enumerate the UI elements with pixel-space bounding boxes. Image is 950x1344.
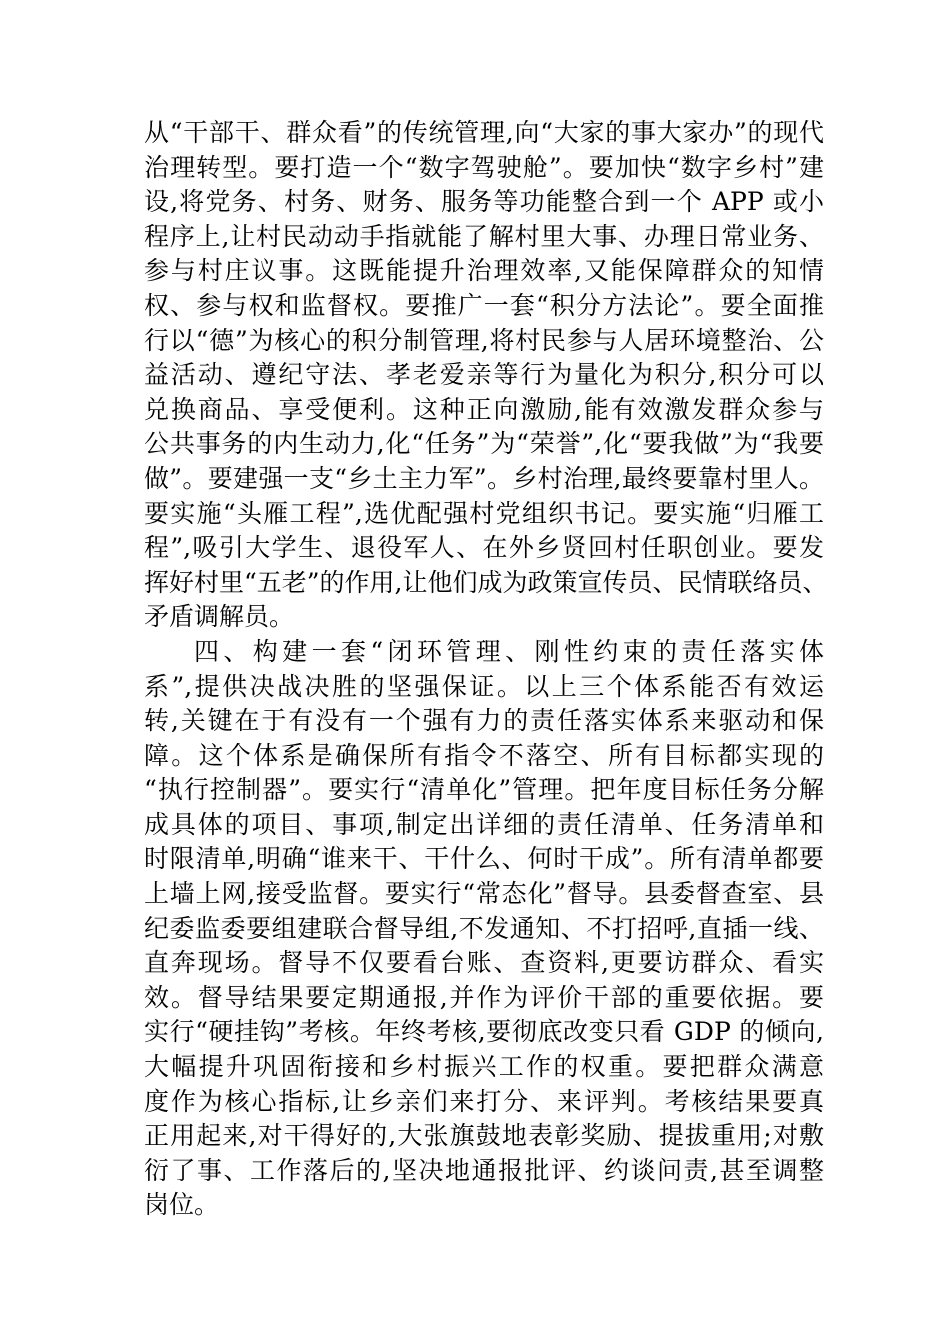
text-line: 行以“德”为核心的积分制管理,将村民参与人居环境整治、公 [144,325,824,355]
text-line: 时限清单,明确“谁来干、干什么、何时干成”。所有清单都要 [144,844,824,874]
text-line: “执行控制器”。要实行“清单化”管理。把年度目标任务分解 [144,775,824,805]
text-line: 要实施“头雁工程”,选优配强村党组织书记。要实施“归雁工 [144,498,824,528]
text-line: 程”,吸引大学生、退役军人、在外乡贤回村任职创业。要发 [144,533,824,563]
text-line: 直奔现场。督导不仅要看台账、查资料,更要访群众、看实 [144,948,824,978]
text-line: 权、参与权和监督权。要推广一套“积分方法论”。要全面推 [144,290,824,320]
text-line: 设,将党务、村务、财务、服务等功能整合到一个 APP 或小 [144,187,824,217]
body-text [144,116,828,1223]
text-line: 益活动、遵纪守法、孝老爱亲等行为量化为积分,积分可以 [144,360,824,390]
text-line: 障。这个体系是确保所有指令不落空、所有目标都实现的 [144,740,824,770]
text-line: 挥好村里“五老”的作用,让他们成为政策宣传员、民情联络员、 [144,567,828,597]
text-line: 从“干部干、群众看”的传统管理,向“大家的事大家办”的现代 [144,118,824,147]
text-line: 兑换商品、享受便利。这种正向激励,能有效激发群众参与 [144,394,824,424]
text-line: 成具体的项目、事项,制定出详细的责任清单、任务清单和 [144,809,824,839]
text-line: 治理转型。要打造一个“数字驾驶舱”。要加快“数字乡村”建 [144,152,824,182]
text-line: 公共事务的内生动力,化“任务”为“荣誉”,化“要我做”为“我要 [144,429,824,459]
text-line: 衍了事、工作落后的,坚决地通报批评、约谈问责,甚至调整 [144,1155,824,1185]
text-line: 做”。要建强一支“乡土主力军”。乡村治理,最终要靠村里人。 [144,463,824,493]
text-line: 参与村庄议事。这既能提升治理效率,又能保障群众的知情 [144,256,824,286]
text-line: 岗位。 [144,1190,220,1220]
section-heading-line: 四、构建一套“闭环管理、刚性约束的责任落实体 [194,636,824,666]
text-line: 大幅提升巩固衔接和乡村振兴工作的权重。要把群众满意 [144,1052,824,1082]
text-line: 上墙上网,接受监督。要实行“常态化”督导。县委督查室、县 [144,879,824,909]
text-line: 矛盾调解员。 [144,602,295,632]
text-line: 纪委监委要组建联合督导组,不发通知、不打招呼,直插一线、 [144,913,824,943]
text-line: 程序上,让村民动动手指就能了解村里大事、办理日常业务、 [144,221,824,251]
text-line: 效。督导结果要定期通报,并作为评价干部的重要依据。要 [144,982,824,1012]
text-line: 系”,提供决战决胜的坚强保证。以上三个体系能否有效运 [144,671,824,701]
text-line: 度作为核心指标,让乡亲们来打分、来评判。考核结果要真 [144,1086,824,1116]
text-line: 实行“硬挂钩”考核。年终考核,要彻底改变只看 GDP 的倾向, [144,1017,824,1047]
text-line: 转,关键在于有没有一个强有力的责任落实体系来驱动和保 [144,706,824,736]
text-line: 正用起来,对干得好的,大张旗鼓地表彰奖励、提拔重用;对敷 [144,1121,824,1151]
